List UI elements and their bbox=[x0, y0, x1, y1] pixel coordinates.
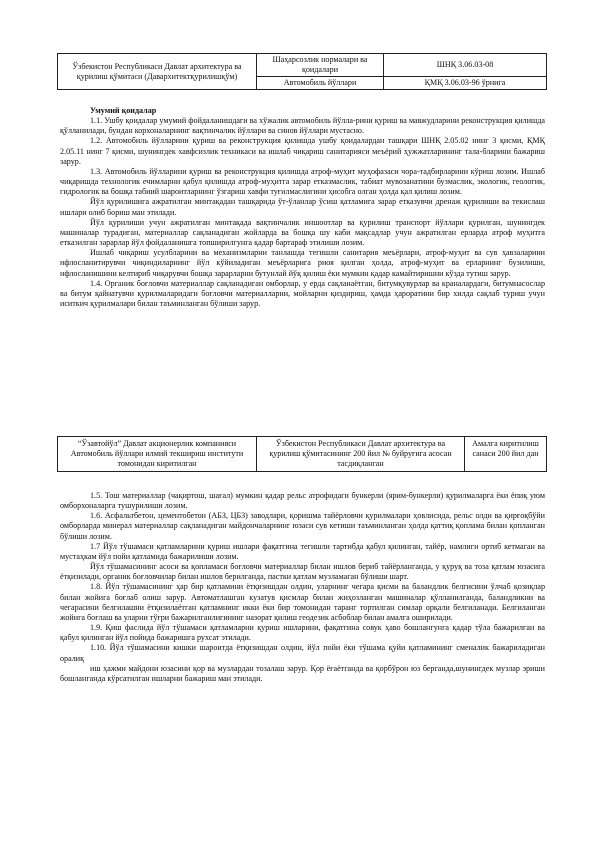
approval-approver: Ўзбекистон Республикаси Давлат архитектура ва қурилиш қўмитасининг 200 йил № буйруғига асосан тасдиқланган bbox=[257, 437, 465, 472]
paragraph-1-3-c: Йўл қурилиши учун ажратилган минтақада вақтинчалик иншоотлар ва қурилиш транспорт йўллари қурилган, шунингдек машиналар турадиган, материаллар сақланадиган жойларда ва бошқа шу каби мақсадлар учун ажратилган ерларда атроф муҳитга етказилган зарарлар йўл фойдаланишга топширилгунга қадар бартараф этилиши лозим. bbox=[60, 217, 545, 248]
paragraph-1-2: 1.2. Автомобиль йўлларини қуриш ва реконструкция қилишда ушбу қоидалардан ташқари ШНҚ 2.05.02 нинг 3 қисми, ҚМҚ 2.05.11 нинг 7 қисми, шунингдек хавфсизлик техникаси ва ишлаб чиқариш санитарияси меъёрий ҳужжатларининг тала-бларини бажариш зарур. bbox=[60, 136, 545, 166]
paragraph-1-5: 1.5. Тош материаллар (чақиртош, шағал) мумкин қадар рельс атрофидаги бункерли (ярим-бункерли) қурилмаларга ёки ёпиқ уюм омборхоналарга тушурилиши лозим. bbox=[60, 491, 545, 511]
document-header-table bbox=[57, 53, 547, 90]
paragraph-1-7: 1.7 Йўл тўшамаси қатламларини қуриш ишлари фақатгина тегишли тартибда қабул қилинган, тайёр, намлиги ортиб кетмаган ва мустаҳкам йўл пойи қатламида бажарилиши лозим. bbox=[60, 541, 545, 561]
approval-effective-date: Амалга киритилиш санаси 200 йил дан bbox=[465, 437, 547, 472]
paragraph-1-10-b: иш ҳажми майдони юзасини қор ва музлардан тозалаш зарур. Қор ёғаётганда ва қорбўрон юз берганда,шунингдек музлар эриши бошланганда кўрсатилган ишларни бажариш ман этилади. bbox=[60, 663, 545, 683]
header-code: ШНҚ 3.06.03-08 bbox=[384, 54, 547, 77]
paragraph-1-8: 1.8. Йўл тўшамасининг ҳар бир қатламини ётқизишдан олдин, уларнинг чегара қисми ва баландлик белгисини ўлчаб қозиқлар билан жойига боғлаб олиш зарур. Автоматлашган кузатув қисмлар билан жиҳозланган машиналар қўлланилганда, баландликни ва чегарасини белгилашни ётқизилаётган қатламнинг икки ёки бир томонидан таранг тортилган симлар орқали белгиланади. Белгиланган жойига боғлаш ва уларни тўғри бажарилганлигининг назорат қилиш геодезик асбоблар билан амалга оширилади. bbox=[60, 582, 545, 622]
paragraph-1-1: 1.1. Ушбу қоидалар умумий фойдаланишдаги ва хўжалик автомобиль йўлла-рини қуриш ва мавжудларини реконструкция қилишда қўлланилади, бундан корхоналарнинг вақтинчалик йўллари ва синов йўллари мустасно. bbox=[60, 116, 545, 136]
header-subject: Автомобиль йўллари bbox=[257, 77, 384, 90]
header-replaces: ҚМҚ 3.06.03-96 ўрнига bbox=[384, 77, 547, 90]
paragraph-1-9: 1.9. Қиш фаслида йўл тўшамаси қатламларни қуриш ишларини, фақатгина совук ҳаво бошлангунга қадар тўла бажарилган ва қабул қилинган йўл пойида бажаришга рухсат этилади. bbox=[60, 623, 545, 643]
paragraph-1-7-b: Йўл тўшамасининг асоси ва қопламаси боғловчи материаллар билан ишлов бериб тайёрланганда, у қуруқ ва тоза қатлам юзасига ётқизилади, органик боғловчилар билан ишлов берилганда, пастки қатлам музламаган бўлиши шарт. bbox=[60, 562, 545, 582]
paragraph-1-3: 1.3. Автомобиль йўлларини қуриш ва реконструкция қилишда атроф-муҳит муҳофазаси чора-тадбирларини кўриш лозим. Ишлаб чиқаришда технологик ечимларни қабул қилишда атроф-муҳитга зарар етказмаслик, табиат мувозанатини бузмаслик, экологик, геологик, гидрологик ва бошқа табиий шароитларнинг ўзгариш хавфи туғилмаслигини ҳисобга олган ҳолда қал қилиш лозим. bbox=[60, 166, 545, 197]
body-section-top bbox=[60, 106, 545, 309]
paragraph-1-4: 1.4. Органик боғловчи материаллар сақланадиган омборлар, у ерда сақланаётган, битумқувурлар ва краналардаги, битумнасослар ва битум қайнатувчи қурилмаларидаги боғловчи материалларни, мойларни қиздириш, ҳамда ҳароратини бир хилда сақлаб туриш учун иситкич қурилмалари билан таъминланган бўлиши зарур. bbox=[60, 278, 545, 308]
paragraph-1-6: 1.6. Асфальтбетон, цементобетон (АБЗ, ЦБЗ) заводлари, қоришма тайёрловчи қурилмалари ҳовлисида, рельс олди ва қирғоқбўйи омборларда минерал материаллар сақланадиган майдончаларнинг юзаси сув кетиши таъминланган ҳолда қаттиқ қоплама билан қопланган бўлиши лозим. bbox=[60, 511, 545, 541]
body-section-bottom bbox=[60, 491, 545, 684]
header-organization: Ўзбекистон Республикаси Давлат архитектура ва қурилиш қўмитаси (Давархитектқурилишқўм) bbox=[58, 54, 257, 90]
header-norm-type: Шаҳарсозлик нормалари ва қоидалари bbox=[257, 54, 384, 77]
approval-table bbox=[57, 436, 547, 472]
paragraph-1-3-d: Ишлаб чиқариш усулбларини ва механизмларни танлашда тегишли санитария меъёрлари, атроф-муҳит ва сув ҳавзаларини ифлосланитирувчи чиқиндиларнинг йўл кўйиладиган меъёрларига риоя қилган ҳолда, атроф-муҳит ва ерларнинг бузилиши, ифлосланишини келтириб чиқарувчи бошқа зарарларни бутунлай йўқ қилиш ёки мумкин қадар камайтиришни кўзда тутиш зарур. bbox=[60, 248, 545, 278]
section-title: Умумий қоидалар bbox=[90, 106, 157, 115]
paragraph-1-10: 1.10. Йўл тўшамасини кишки шароитда ётқизишдан олдин, йўл пойи ёки тўшама қуйи қатламининг сменалик бажариладиган оралиқ bbox=[60, 643, 545, 663]
approval-developer: “Ўзавтойўл” Давлат акционерлик компанияси Автомобиль йўллари илмий текшириш институти томонидан киритилган bbox=[58, 437, 257, 472]
paragraph-1-3-b: Йўл қурилишига ажратилган минтақадан ташқарида ўт-ўланлар ўсиш қатламига зарар етказувчи дренаж қурилиши ва текислаш ишлари олиб бориш ман этилади. bbox=[60, 197, 545, 217]
